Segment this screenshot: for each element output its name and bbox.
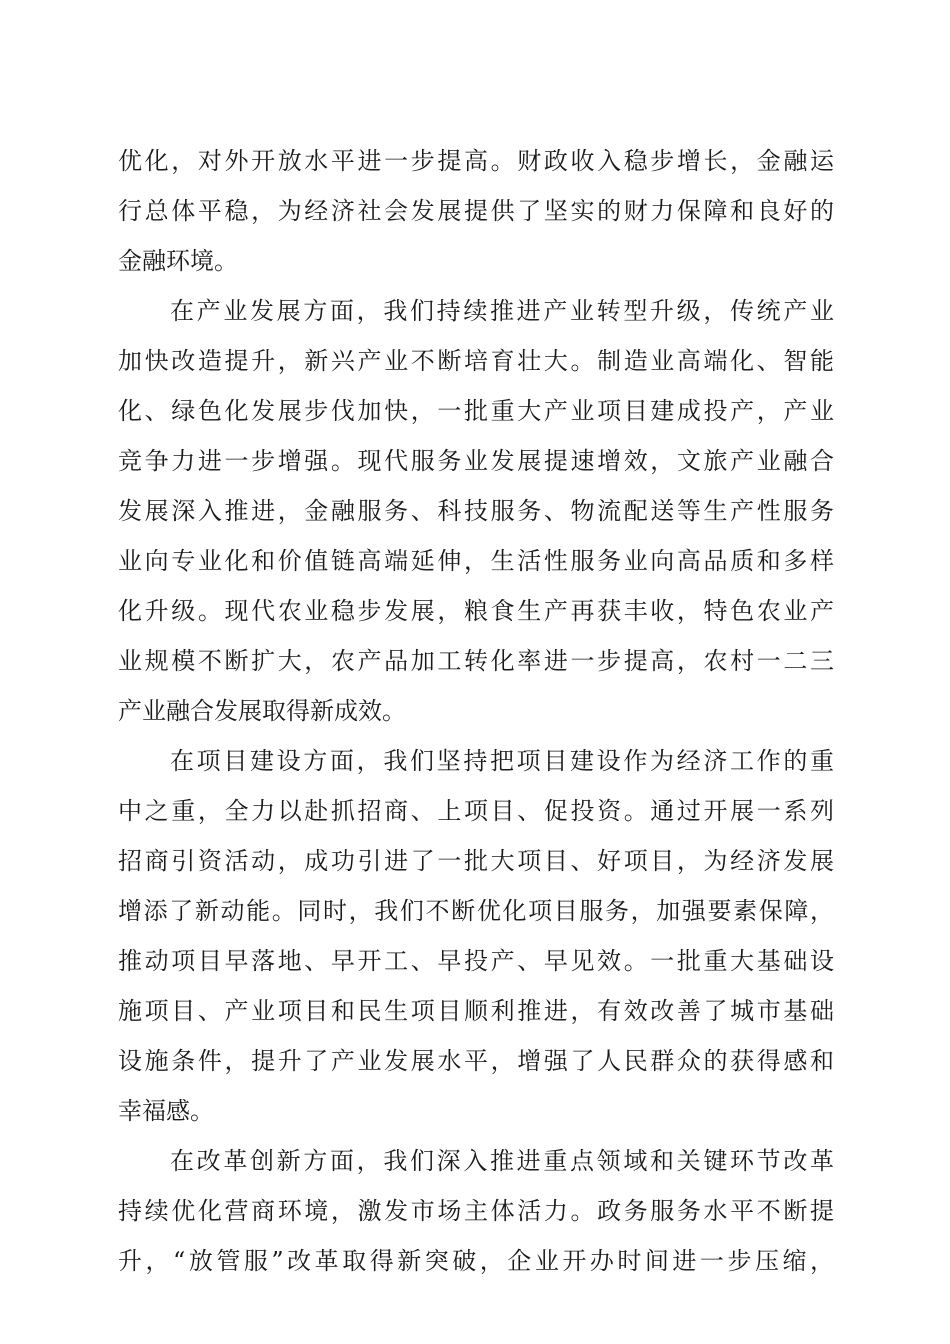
text-line: 业规模不断扩大，农产品加工转化率进一步提高，农村一二三 [118,647,834,675]
text-line: 设施条件，提升了产业发展水平，增强了人民群众的获得感和 [118,1047,834,1075]
document-body [118,136,834,1286]
text-line: 在产业发展方面，我们持续推进产业转型升级，传统产业 [170,297,834,325]
text-line: 金融环境。 [118,247,238,275]
text-line: 发展深入推进，金融服务、科技服务、物流配送等生产性服务 [118,497,834,525]
text-line: 加快改造提升，新兴产业不断培育壮大。制造业高端化、智能 [118,347,834,375]
text-line: 增添了新动能。同时，我们不断优化项目服务，加强要素保障， [118,897,834,925]
text-line: 化、绿色化发展步伐加快，一批重大产业项目建成投产，产业 [118,397,834,425]
text-line: 在改革创新方面，我们深入推进重点领域和关键环节改革 [170,1147,834,1175]
text-line: 竞争力进一步增强。现代服务业发展提速增效，文旅产业融合 [118,447,834,475]
text-line: 招商引资活动，成功引进了一批大项目、好项目，为经济发展 [118,847,834,875]
text-line: 持续优化营商环境，激发市场主体活力。政务服务水平不断提 [118,1197,834,1225]
text-line: 幸福感。 [118,1097,214,1125]
paragraph-4 [118,1136,834,1286]
paragraph-2 [118,286,834,736]
text-line: 优化，对外开放水平进一步提高。财政收入稳步增长，金融运 [118,147,834,175]
paragraph-1 [118,136,834,286]
text-line: 施项目、产业项目和民生项目顺利推进，有效改善了城市基础 [118,997,834,1025]
paragraph-3 [118,736,834,1136]
text-line: 在项目建设方面，我们坚持把项目建设作为经济工作的重 [170,747,834,775]
text-line: 产业融合发展取得新成效。 [118,697,406,725]
text-line: 推动项目早落地、早开工、早投产、早见效。一批重大基础设 [118,947,834,975]
text-line: 化升级。现代农业稳步发展，粮食生产再获丰收，特色农业产 [118,597,834,625]
text-line: 业向专业化和价值链高端延伸，生活性服务业向高品质和多样 [118,547,834,575]
text-line: 升，“放管服”改革取得新突破，企业开办时间进一步压缩， [118,1247,834,1275]
text-line: 中之重，全力以赴抓招商、上项目、促投资。通过开展一系列 [118,797,834,825]
text-line: 行总体平稳，为经济社会发展提供了坚实的财力保障和良好的 [118,197,834,225]
